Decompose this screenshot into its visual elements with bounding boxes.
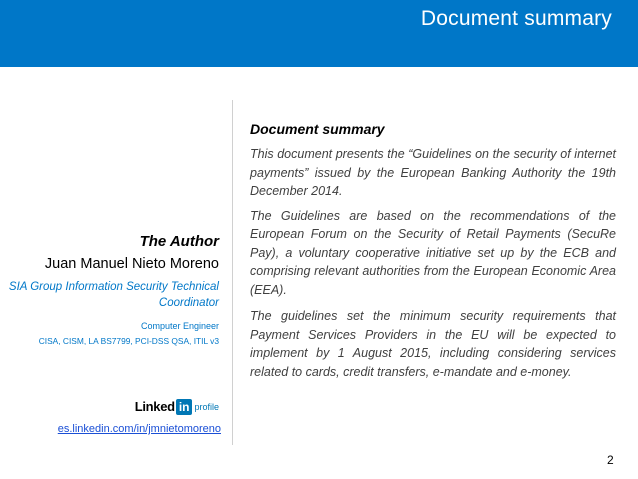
header-bar (0, 0, 638, 67)
summary-paragraph: The Guidelines are based on the recommendations of the European Forum on the Security of Retail Payments (SecuRe Pay), a voluntary cooperative initiative set up by the ECB and comprising relevant authorities from the European Economic Area (EEA). (250, 208, 616, 297)
author-role: SIA Group Information Security Technical Coordinator (8, 281, 219, 309)
column-divider (232, 100, 233, 445)
summary-paragraph: This document presents the “Guidelines on the security of internet payments” issued by the European Banking Authority the 19th December 2014. (250, 147, 616, 198)
linkedin-url-link[interactable]: es.linkedin.com/in/jmnietomoreno (57, 423, 221, 435)
page-title: Document summary (420, 7, 612, 30)
author-block (0, 232, 219, 348)
author-name: Juan Manuel Nieto Moreno (44, 256, 219, 272)
linkedin-profile-label: profile (194, 401, 219, 412)
summary-paragraph: The guidelines set the minimum security requirements that Payment Services Providers in the EU will be expected to implement by 1 August 2015, including considering services related to cards, credit transfers, e-mandate and e-money. (250, 309, 616, 379)
author-job: Computer Engineer (140, 321, 219, 331)
author-heading: The Author (139, 233, 219, 250)
page-number: 2 (607, 453, 614, 467)
summary-title: Document summary (250, 121, 385, 137)
author-certifications: CISA, CISM, LA BS7799, PCI-DSS QSA, ITIL v3 (38, 336, 219, 346)
summary-section (250, 120, 616, 381)
linkedin-in-icon: in (176, 399, 193, 415)
linkedin-profile-logo[interactable] (126, 398, 219, 415)
linkedin-wordmark: Linked (134, 399, 175, 414)
